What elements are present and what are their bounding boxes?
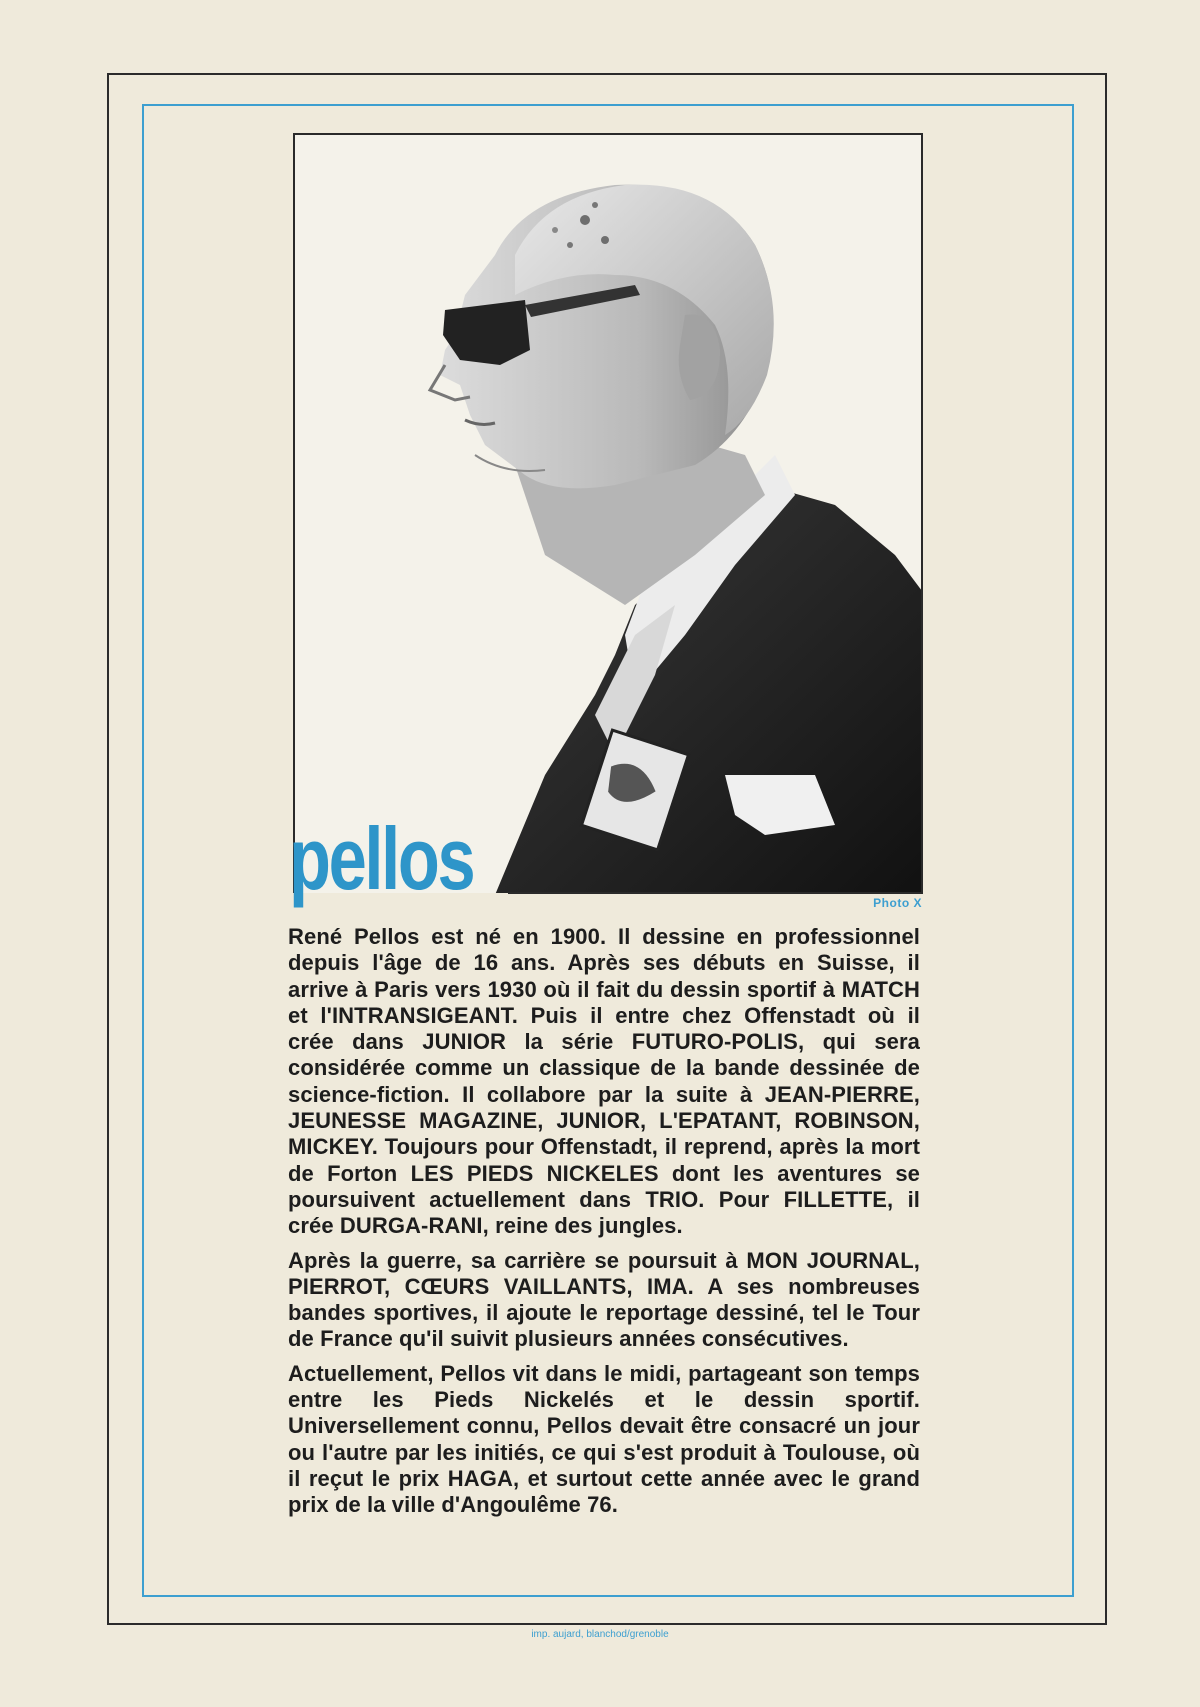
page-title: pellos xyxy=(289,809,474,908)
bio-paragraph: Actuellement, Pellos vit dans le midi, partageant son temps entre les Pieds Nickelés et le dessin sportif. Universellement connu, Pellos devait être consacré un jour ou l'autre par les initiés, ce qui s'est produit à Toulouse, où il reçut le prix HAGA, et surtout cette année avec le grand prix de la ville d'Angoulême 76. xyxy=(288,1360,920,1518)
photo-credit: Photo X xyxy=(873,896,922,910)
bio-paragraph: René Pellos est né en 1900. Il dessine en professionnel depuis l'âge de 16 ans. Après ses débuts en Suisse, il arrive à Paris vers 1930 où il fait du dessin sportif à MATCH et l'INTRANSIGEANT. Puis il entre chez Offenstadt où il crée dans JUNIOR la série FUTURO-POLIS, qui sera considérée comme un classique de la bande dessinée de science-fiction. Il collabore par la suite à JEAN-PIERRE, JEUNESSE MAGAZINE, JUNIOR, L'EPATANT, ROBINSON, MICKEY. Toujours pour Offenstadt, il reprend, après la mort de Forton LES PIEDS NICKELES dont les aventures se poursuivent actuellement dans TRIO. Pour FILLETTE, il crée DURGA-RANI, reine des jungles. xyxy=(288,924,920,1239)
portrait-photo xyxy=(293,133,923,893)
printer-imprint: imp. aujard, blanchod/grenoble xyxy=(531,1629,669,1640)
photo-baseline-rule xyxy=(508,892,923,894)
portrait-illustration xyxy=(295,135,923,893)
biography-text xyxy=(288,924,920,1527)
bio-paragraph: Après la guerre, sa carrière se poursuit à MON JOURNAL, PIERROT, CŒURS VAILLANTS, IMA. A ses nombreuses bandes sportives, il ajoute le reportage dessiné, tel le Tour de France qu'il suivit plusieurs années consécutives. xyxy=(288,1247,920,1352)
